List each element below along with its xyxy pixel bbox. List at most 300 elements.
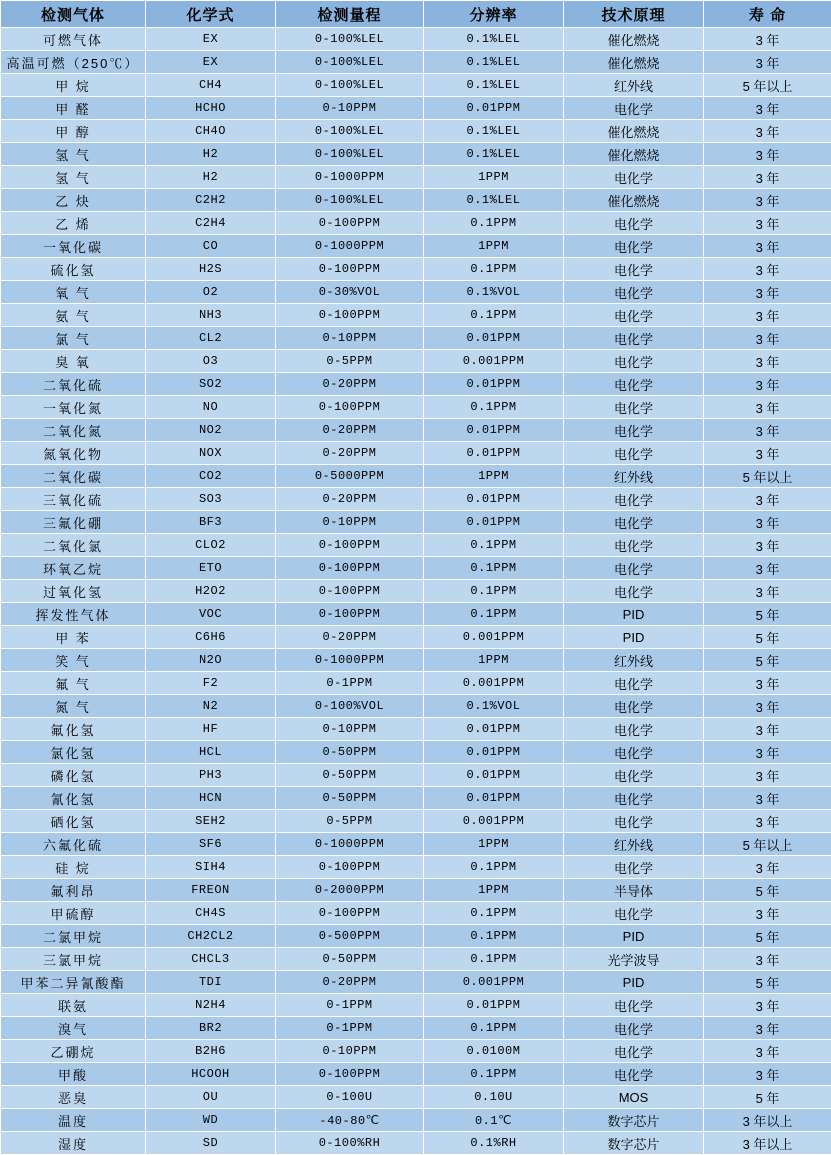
cell-technology: PID — [564, 626, 704, 649]
table-row — [1, 189, 831, 212]
table-header — [1, 1, 831, 28]
table-row — [1, 235, 831, 258]
table-row — [1, 1040, 831, 1063]
cell-resolution: 0.001PPM — [424, 672, 564, 695]
table-row — [1, 557, 831, 580]
table-row — [1, 258, 831, 281]
cell-chemical-formula: SO3 — [146, 488, 276, 511]
cell-detection-range: 0-50PPM — [276, 741, 424, 764]
cell-chemical-formula: H2 — [146, 166, 276, 189]
cell-resolution: 1PPM — [424, 879, 564, 902]
cell-lifetime: 3 年 — [704, 281, 831, 304]
cell-technology: 数字芯片 — [564, 1109, 704, 1132]
cell-chemical-formula: CH4 — [146, 74, 276, 97]
cell-resolution: 0.01PPM — [424, 511, 564, 534]
table-row — [1, 1063, 831, 1086]
cell-detection-range: 0-100%LEL — [276, 51, 424, 74]
cell-gas-name: 氧 气 — [1, 281, 146, 304]
cell-technology: MOS — [564, 1086, 704, 1109]
cell-lifetime: 3 年 — [704, 764, 831, 787]
cell-resolution: 1PPM — [424, 649, 564, 672]
cell-gas-name: 二氯甲烷 — [1, 925, 146, 948]
cell-detection-range: 0-20PPM — [276, 971, 424, 994]
cell-technology: 电化学 — [564, 396, 704, 419]
cell-lifetime: 3 年 — [704, 787, 831, 810]
cell-resolution: 0.01PPM — [424, 97, 564, 120]
cell-technology: 光学波导 — [564, 948, 704, 971]
cell-resolution: 0.001PPM — [424, 971, 564, 994]
cell-detection-range: 0-10PPM — [276, 327, 424, 350]
cell-detection-range: 0-100%LEL — [276, 143, 424, 166]
cell-lifetime: 3 年 — [704, 143, 831, 166]
cell-technology: 电化学 — [564, 557, 704, 580]
cell-chemical-formula: HCN — [146, 787, 276, 810]
cell-lifetime: 3 年 — [704, 97, 831, 120]
cell-detection-range: 0-10PPM — [276, 718, 424, 741]
cell-chemical-formula: CLO2 — [146, 534, 276, 557]
cell-chemical-formula: CH4S — [146, 902, 276, 925]
cell-chemical-formula: TDI — [146, 971, 276, 994]
table-row — [1, 994, 831, 1017]
cell-lifetime: 3 年 — [704, 695, 831, 718]
cell-detection-range: 0-30%VOL — [276, 281, 424, 304]
cell-lifetime: 5 年 — [704, 603, 831, 626]
cell-lifetime: 5 年以上 — [704, 74, 831, 97]
cell-resolution: 1PPM — [424, 833, 564, 856]
table-row — [1, 879, 831, 902]
cell-detection-range: 0-100PPM — [276, 258, 424, 281]
cell-resolution: 0.01PPM — [424, 419, 564, 442]
cell-resolution: 0.01PPM — [424, 787, 564, 810]
cell-detection-range: 0-100%LEL — [276, 120, 424, 143]
cell-gas-name: 恶臭 — [1, 1086, 146, 1109]
cell-technology: 红外线 — [564, 74, 704, 97]
cell-chemical-formula: SEH2 — [146, 810, 276, 833]
cell-resolution: 0.001PPM — [424, 810, 564, 833]
cell-chemical-formula: HCL — [146, 741, 276, 764]
cell-gas-name: 一氧化碳 — [1, 235, 146, 258]
table-row — [1, 350, 831, 373]
cell-resolution: 0.1PPM — [424, 534, 564, 557]
cell-chemical-formula: H2S — [146, 258, 276, 281]
cell-lifetime: 3 年 — [704, 1063, 831, 1086]
cell-technology: 电化学 — [564, 1017, 704, 1040]
table-row — [1, 166, 831, 189]
cell-lifetime: 5 年 — [704, 1086, 831, 1109]
cell-chemical-formula: FREON — [146, 879, 276, 902]
cell-gas-name: 笑 气 — [1, 649, 146, 672]
cell-gas-name: 甲 醛 — [1, 97, 146, 120]
cell-resolution: 0.1%RH — [424, 1132, 564, 1155]
cell-lifetime: 5 年以上 — [704, 465, 831, 488]
cell-chemical-formula: HCOOH — [146, 1063, 276, 1086]
cell-detection-range: 0-100%LEL — [276, 28, 424, 51]
cell-technology: 催化燃烧 — [564, 143, 704, 166]
cell-chemical-formula: N2 — [146, 695, 276, 718]
cell-gas-name: 氮 气 — [1, 695, 146, 718]
cell-technology: PID — [564, 603, 704, 626]
cell-gas-name: 甲酸 — [1, 1063, 146, 1086]
cell-gas-name: 甲苯二异氰酸酯 — [1, 971, 146, 994]
cell-chemical-formula: CH2CL2 — [146, 925, 276, 948]
cell-gas-name: 三氟化硼 — [1, 511, 146, 534]
cell-detection-range: 0-1000PPM — [276, 235, 424, 258]
cell-gas-name: 高温可燃（250℃） — [1, 51, 146, 74]
cell-lifetime: 3 年 — [704, 741, 831, 764]
cell-lifetime: 3 年 — [704, 1017, 831, 1040]
table-body — [1, 28, 831, 1155]
table-row — [1, 787, 831, 810]
cell-lifetime: 5 年以上 — [704, 833, 831, 856]
cell-lifetime: 5 年 — [704, 649, 831, 672]
cell-gas-name: 二氧化硫 — [1, 373, 146, 396]
cell-detection-range: 0-1000PPM — [276, 649, 424, 672]
cell-resolution: 0.1PPM — [424, 396, 564, 419]
cell-technology: PID — [564, 925, 704, 948]
table-row — [1, 327, 831, 350]
cell-chemical-formula: PH3 — [146, 764, 276, 787]
cell-chemical-formula: BR2 — [146, 1017, 276, 1040]
cell-gas-name: 过氧化氢 — [1, 580, 146, 603]
cell-technology: 电化学 — [564, 212, 704, 235]
cell-gas-name: 乙 烯 — [1, 212, 146, 235]
cell-chemical-formula: SO2 — [146, 373, 276, 396]
cell-technology: 电化学 — [564, 373, 704, 396]
cell-resolution: 0.01PPM — [424, 373, 564, 396]
cell-technology: 电化学 — [564, 718, 704, 741]
cell-technology: 电化学 — [564, 511, 704, 534]
cell-lifetime: 3 年 — [704, 189, 831, 212]
cell-detection-range: 0-20PPM — [276, 373, 424, 396]
cell-detection-range: 0-1000PPM — [276, 833, 424, 856]
table-row — [1, 419, 831, 442]
cell-chemical-formula: N2O — [146, 649, 276, 672]
cell-gas-name: 湿度 — [1, 1132, 146, 1155]
table-row — [1, 948, 831, 971]
cell-lifetime: 3 年 — [704, 212, 831, 235]
cell-technology: 半导体 — [564, 879, 704, 902]
table-row — [1, 442, 831, 465]
cell-gas-name: 甲 醇 — [1, 120, 146, 143]
cell-detection-range: 0-1PPM — [276, 994, 424, 1017]
cell-chemical-formula: SIH4 — [146, 856, 276, 879]
cell-lifetime: 3 年 — [704, 120, 831, 143]
cell-detection-range: 0-1PPM — [276, 1017, 424, 1040]
cell-technology: 电化学 — [564, 258, 704, 281]
cell-gas-name: 氰化氢 — [1, 787, 146, 810]
cell-detection-range: 0-100PPM — [276, 603, 424, 626]
cell-chemical-formula: SD — [146, 1132, 276, 1155]
header-chemical-formula: 化学式 — [146, 1, 276, 28]
cell-resolution: 0.001PPM — [424, 626, 564, 649]
cell-lifetime: 3 年 — [704, 672, 831, 695]
cell-resolution: 0.1PPM — [424, 948, 564, 971]
cell-gas-name: 二氧化碳 — [1, 465, 146, 488]
table-row — [1, 856, 831, 879]
cell-gas-name: 氯化氢 — [1, 741, 146, 764]
cell-chemical-formula: C6H6 — [146, 626, 276, 649]
cell-gas-name: 甲 苯 — [1, 626, 146, 649]
cell-gas-name: 氢 气 — [1, 143, 146, 166]
cell-lifetime: 3 年 — [704, 419, 831, 442]
cell-gas-name: 三氯甲烷 — [1, 948, 146, 971]
table-row — [1, 580, 831, 603]
cell-lifetime: 3 年 — [704, 350, 831, 373]
cell-resolution: 0.1%LEL — [424, 120, 564, 143]
cell-detection-range: 0-100PPM — [276, 580, 424, 603]
cell-gas-name: 乙硼烷 — [1, 1040, 146, 1063]
cell-resolution: 0.01PPM — [424, 327, 564, 350]
table-row — [1, 396, 831, 419]
cell-detection-range: 0-500PPM — [276, 925, 424, 948]
cell-lifetime: 3 年 — [704, 994, 831, 1017]
cell-chemical-formula: BF3 — [146, 511, 276, 534]
cell-resolution: 0.1PPM — [424, 258, 564, 281]
cell-gas-name: 乙 炔 — [1, 189, 146, 212]
cell-gas-name: 硅 烷 — [1, 856, 146, 879]
cell-detection-range: 0-100%RH — [276, 1132, 424, 1155]
cell-gas-name: 温度 — [1, 1109, 146, 1132]
cell-resolution: 0.0100M — [424, 1040, 564, 1063]
cell-chemical-formula: F2 — [146, 672, 276, 695]
cell-detection-range: 0-100PPM — [276, 534, 424, 557]
cell-technology: 催化燃烧 — [564, 189, 704, 212]
cell-lifetime: 3 年 — [704, 534, 831, 557]
cell-resolution: 0.1PPM — [424, 304, 564, 327]
cell-chemical-formula: EX — [146, 28, 276, 51]
table-header-row — [1, 1, 831, 28]
table-row — [1, 373, 831, 396]
cell-chemical-formula: SF6 — [146, 833, 276, 856]
table-row — [1, 971, 831, 994]
cell-chemical-formula: CH4O — [146, 120, 276, 143]
table-row — [1, 902, 831, 925]
cell-gas-name: 磷化氢 — [1, 764, 146, 787]
cell-resolution: 0.001PPM — [424, 350, 564, 373]
cell-lifetime: 3 年 — [704, 51, 831, 74]
cell-gas-name: 六氟化硫 — [1, 833, 146, 856]
cell-resolution: 0.1PPM — [424, 580, 564, 603]
cell-detection-range: 0-20PPM — [276, 419, 424, 442]
cell-chemical-formula: NO2 — [146, 419, 276, 442]
cell-detection-range: 0-20PPM — [276, 488, 424, 511]
cell-detection-range: 0-50PPM — [276, 764, 424, 787]
cell-chemical-formula: EX — [146, 51, 276, 74]
cell-technology: 红外线 — [564, 465, 704, 488]
cell-detection-range: 0-20PPM — [276, 442, 424, 465]
cell-chemical-formula: HCHO — [146, 97, 276, 120]
cell-technology: 电化学 — [564, 166, 704, 189]
cell-technology: 电化学 — [564, 534, 704, 557]
cell-resolution: 0.01PPM — [424, 994, 564, 1017]
cell-technology: 电化学 — [564, 810, 704, 833]
header-lifetime: 寿 命 — [704, 1, 831, 28]
table-row — [1, 465, 831, 488]
table-row — [1, 672, 831, 695]
table-row — [1, 97, 831, 120]
table-row — [1, 718, 831, 741]
cell-resolution: 1PPM — [424, 235, 564, 258]
cell-resolution: 0.1PPM — [424, 902, 564, 925]
cell-technology: 催化燃烧 — [564, 51, 704, 74]
header-gas-name: 检测气体 — [1, 1, 146, 28]
cell-resolution: 0.01PPM — [424, 442, 564, 465]
cell-gas-name: 挥发性气体 — [1, 603, 146, 626]
cell-resolution: 1PPM — [424, 465, 564, 488]
cell-technology: 电化学 — [564, 235, 704, 258]
cell-lifetime: 3 年 — [704, 373, 831, 396]
cell-technology: PID — [564, 971, 704, 994]
cell-technology: 红外线 — [564, 833, 704, 856]
cell-gas-name: 环氧乙烷 — [1, 557, 146, 580]
cell-technology: 数字芯片 — [564, 1132, 704, 1155]
cell-detection-range: 0-50PPM — [276, 948, 424, 971]
cell-detection-range: 0-100%VOL — [276, 695, 424, 718]
cell-lifetime: 3 年 — [704, 856, 831, 879]
cell-technology: 电化学 — [564, 442, 704, 465]
cell-lifetime: 3 年以上 — [704, 1109, 831, 1132]
cell-lifetime: 3 年 — [704, 718, 831, 741]
cell-technology: 电化学 — [564, 304, 704, 327]
cell-chemical-formula: O3 — [146, 350, 276, 373]
table-row — [1, 281, 831, 304]
cell-resolution: 0.01PPM — [424, 718, 564, 741]
header-technology: 技术原理 — [564, 1, 704, 28]
cell-chemical-formula: O2 — [146, 281, 276, 304]
cell-gas-name: 甲 烷 — [1, 74, 146, 97]
cell-resolution: 0.1%VOL — [424, 695, 564, 718]
cell-detection-range: 0-50PPM — [276, 787, 424, 810]
table-row — [1, 212, 831, 235]
cell-gas-name: 氟化氢 — [1, 718, 146, 741]
cell-chemical-formula: H2 — [146, 143, 276, 166]
header-resolution: 分辨率 — [424, 1, 564, 28]
header-detection-range: 检测量程 — [276, 1, 424, 28]
table-row — [1, 488, 831, 511]
cell-detection-range: 0-1PPM — [276, 672, 424, 695]
cell-detection-range: 0-100%LEL — [276, 74, 424, 97]
cell-lifetime: 3 年 — [704, 258, 831, 281]
cell-resolution: 0.1%VOL — [424, 281, 564, 304]
cell-detection-range: 0-100PPM — [276, 1063, 424, 1086]
cell-technology: 电化学 — [564, 580, 704, 603]
cell-detection-range: 0-100PPM — [276, 212, 424, 235]
cell-lifetime: 3 年 — [704, 235, 831, 258]
cell-chemical-formula: OU — [146, 1086, 276, 1109]
table-row — [1, 120, 831, 143]
cell-technology: 电化学 — [564, 695, 704, 718]
cell-resolution: 0.1%LEL — [424, 143, 564, 166]
cell-gas-name: 二氧化氯 — [1, 534, 146, 557]
cell-resolution: 0.1%LEL — [424, 28, 564, 51]
cell-lifetime: 5 年 — [704, 626, 831, 649]
cell-chemical-formula: ETO — [146, 557, 276, 580]
table-row — [1, 764, 831, 787]
cell-detection-range: 0-10PPM — [276, 97, 424, 120]
table-row — [1, 1017, 831, 1040]
cell-resolution: 0.1PPM — [424, 557, 564, 580]
cell-chemical-formula: N2H4 — [146, 994, 276, 1017]
cell-detection-range: 0-100PPM — [276, 304, 424, 327]
table-row — [1, 534, 831, 557]
cell-resolution: 0.1PPM — [424, 603, 564, 626]
cell-lifetime: 5 年 — [704, 971, 831, 994]
cell-technology: 电化学 — [564, 281, 704, 304]
cell-gas-name: 氨 气 — [1, 304, 146, 327]
table-row — [1, 1132, 831, 1155]
cell-chemical-formula: NOX — [146, 442, 276, 465]
cell-gas-name: 氟 气 — [1, 672, 146, 695]
cell-detection-range: 0-100PPM — [276, 902, 424, 925]
cell-lifetime: 5 年 — [704, 879, 831, 902]
cell-detection-range: 0-5PPM — [276, 810, 424, 833]
cell-resolution: 0.1PPM — [424, 1063, 564, 1086]
cell-technology: 红外线 — [564, 649, 704, 672]
cell-technology: 电化学 — [564, 488, 704, 511]
cell-detection-range: 0-10PPM — [276, 1040, 424, 1063]
cell-lifetime: 3 年 — [704, 557, 831, 580]
cell-resolution: 0.1%LEL — [424, 74, 564, 97]
cell-chemical-formula: CL2 — [146, 327, 276, 350]
cell-technology: 电化学 — [564, 856, 704, 879]
cell-lifetime: 3 年 — [704, 28, 831, 51]
cell-gas-name: 溴气 — [1, 1017, 146, 1040]
cell-gas-name: 联氨 — [1, 994, 146, 1017]
cell-gas-name: 硒化氢 — [1, 810, 146, 833]
cell-technology: 电化学 — [564, 741, 704, 764]
cell-gas-name: 硫化氢 — [1, 258, 146, 281]
cell-chemical-formula: HF — [146, 718, 276, 741]
cell-technology: 电化学 — [564, 1063, 704, 1086]
cell-gas-name: 可燃气体 — [1, 28, 146, 51]
cell-resolution: 0.01PPM — [424, 741, 564, 764]
cell-technology: 电化学 — [564, 327, 704, 350]
cell-detection-range: 0-100PPM — [276, 856, 424, 879]
cell-lifetime: 3 年 — [704, 327, 831, 350]
cell-chemical-formula: CO — [146, 235, 276, 258]
cell-technology: 电化学 — [564, 350, 704, 373]
cell-chemical-formula: VOC — [146, 603, 276, 626]
cell-resolution: 0.1PPM — [424, 1017, 564, 1040]
table-row — [1, 603, 831, 626]
cell-chemical-formula: NO — [146, 396, 276, 419]
cell-detection-range: -40-80℃ — [276, 1109, 424, 1132]
table-row — [1, 695, 831, 718]
cell-resolution: 0.1PPM — [424, 925, 564, 948]
cell-detection-range: 0-2000PPM — [276, 879, 424, 902]
cell-lifetime: 3 年 — [704, 902, 831, 925]
table-row — [1, 810, 831, 833]
cell-chemical-formula: C2H2 — [146, 189, 276, 212]
table-row — [1, 649, 831, 672]
cell-technology: 电化学 — [564, 902, 704, 925]
cell-resolution: 0.1%LEL — [424, 189, 564, 212]
cell-resolution: 0.1%LEL — [424, 51, 564, 74]
cell-gas-name: 氟利昂 — [1, 879, 146, 902]
cell-gas-name: 二氧化氮 — [1, 419, 146, 442]
cell-gas-name: 氮氧化物 — [1, 442, 146, 465]
table-row — [1, 74, 831, 97]
cell-lifetime: 3 年 — [704, 442, 831, 465]
cell-chemical-formula: CHCL3 — [146, 948, 276, 971]
cell-chemical-formula: CO2 — [146, 465, 276, 488]
cell-technology: 电化学 — [564, 419, 704, 442]
table-row — [1, 626, 831, 649]
cell-gas-name: 氢 气 — [1, 166, 146, 189]
cell-resolution: 0.1℃ — [424, 1109, 564, 1132]
cell-detection-range: 0-100PPM — [276, 557, 424, 580]
cell-technology: 电化学 — [564, 1040, 704, 1063]
